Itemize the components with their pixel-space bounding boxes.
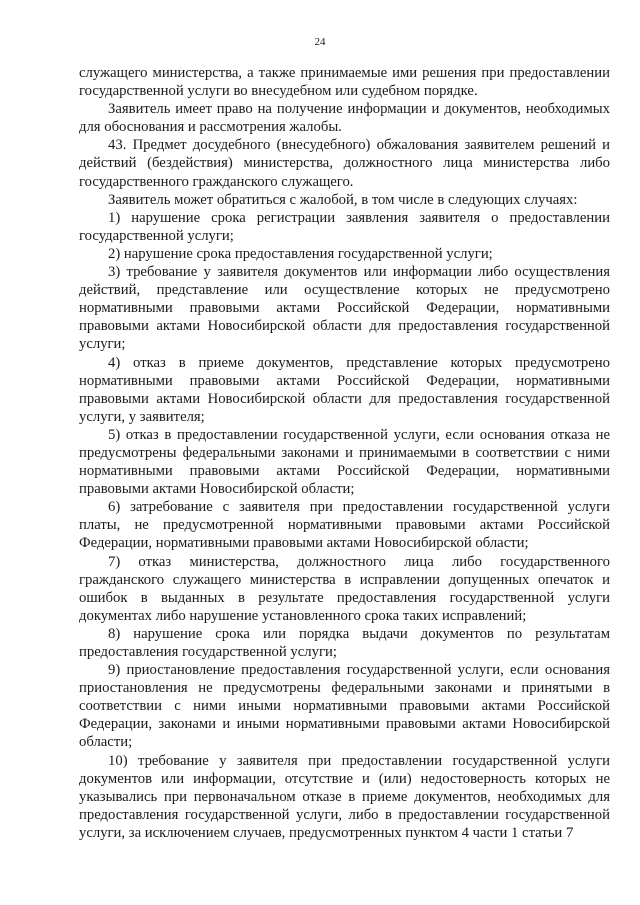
list-item-1: 1) нарушение срока регистрации заявления заявителя о предоставлении государственной услуги; (79, 209, 610, 244)
document-body (79, 64, 610, 842)
list-item-10: 10) требование у заявителя при предоставлении государственной услуги документов или информации, отсутствие и (или) недостоверность которых не указывались при первоначальном отказе в приеме документов, необходимых для предоставления государственной услуги, либо в предоставлении государственной услуги, за исключением случаев, предусмотренных пунктом 4 части 1 статьи 7 (79, 752, 610, 841)
list-item-2: 2) нарушение срока предоставления государственной услуги; (108, 245, 493, 262)
page-number: 24 (314, 36, 326, 48)
paragraph-4: Заявитель может обратиться с жалобой, в том числе в следующих случаях: (108, 191, 578, 208)
list-item-6: 6) затребование с заявителя при предоставлении государственной услуги платы, не предусмотренной нормативными правовыми актами Российской Федерации, нормативными правовыми актами Новосибирской области; (79, 499, 610, 552)
list-item-4: 4) отказ в приеме документов, представление которых предусмотрено нормативными правовыми актами Российской Федерации, нормативными правовыми актами Новосибирской области для предоставления государственной услуги, у заявителя; (79, 354, 610, 425)
paragraph-1: служащего министерства, а также принимаемые ими решения при предоставлении государственной услуги во внесудебном или судебном порядке. (79, 65, 610, 100)
list-item-8: 8) нарушение срока или порядка выдачи документов по результатам предоставления государственной услуги; (79, 625, 610, 660)
list-item-5: 5) отказ в предоставлении государственной услуги, если основания отказа не предусмотрены федеральными законами и принимаемыми в соответствии с ними нормативными правовыми актами Российской Федерации, нормативными правовыми актами Новосибирской области; (79, 426, 610, 498)
list-item-7: 7) отказ министерства, должностного лица либо государственного гражданского служащего министерства в исправлении допущенных опечаток и ошибок в выданных в результате предоставления государственной услуги документах либо нарушение установленного срока таких исправлений; (79, 553, 610, 624)
paragraph-3: 43. Предмет досудебного (внесудебного) обжалования заявителем решений и действий (бездействия) министерства, должностного лица министерства либо государственного гражданского служащего. (79, 137, 610, 190)
list-item-3: 3) требование у заявителя документов или информации либо осуществления действий, представление или осуществление которых не предусмотрено нормативными правовыми актами Российской Федерации, нормативными правовыми актами Новосибирской области для предоставления государственной услуги; (79, 264, 610, 353)
list-item-9: 9) приостановление предоставления государственной услуги, если основания приостановления не предусмотрены федеральными законами и принятыми в соответствии с ними иными нормативными правовыми актами Российской Федерации, законами и иными нормативными правовыми актами Новосибирской области; (79, 662, 610, 751)
paragraph-2: Заявитель имеет право на получение информации и документов, необходимых для обоснования и рассмотрения жалобы. (79, 101, 610, 136)
